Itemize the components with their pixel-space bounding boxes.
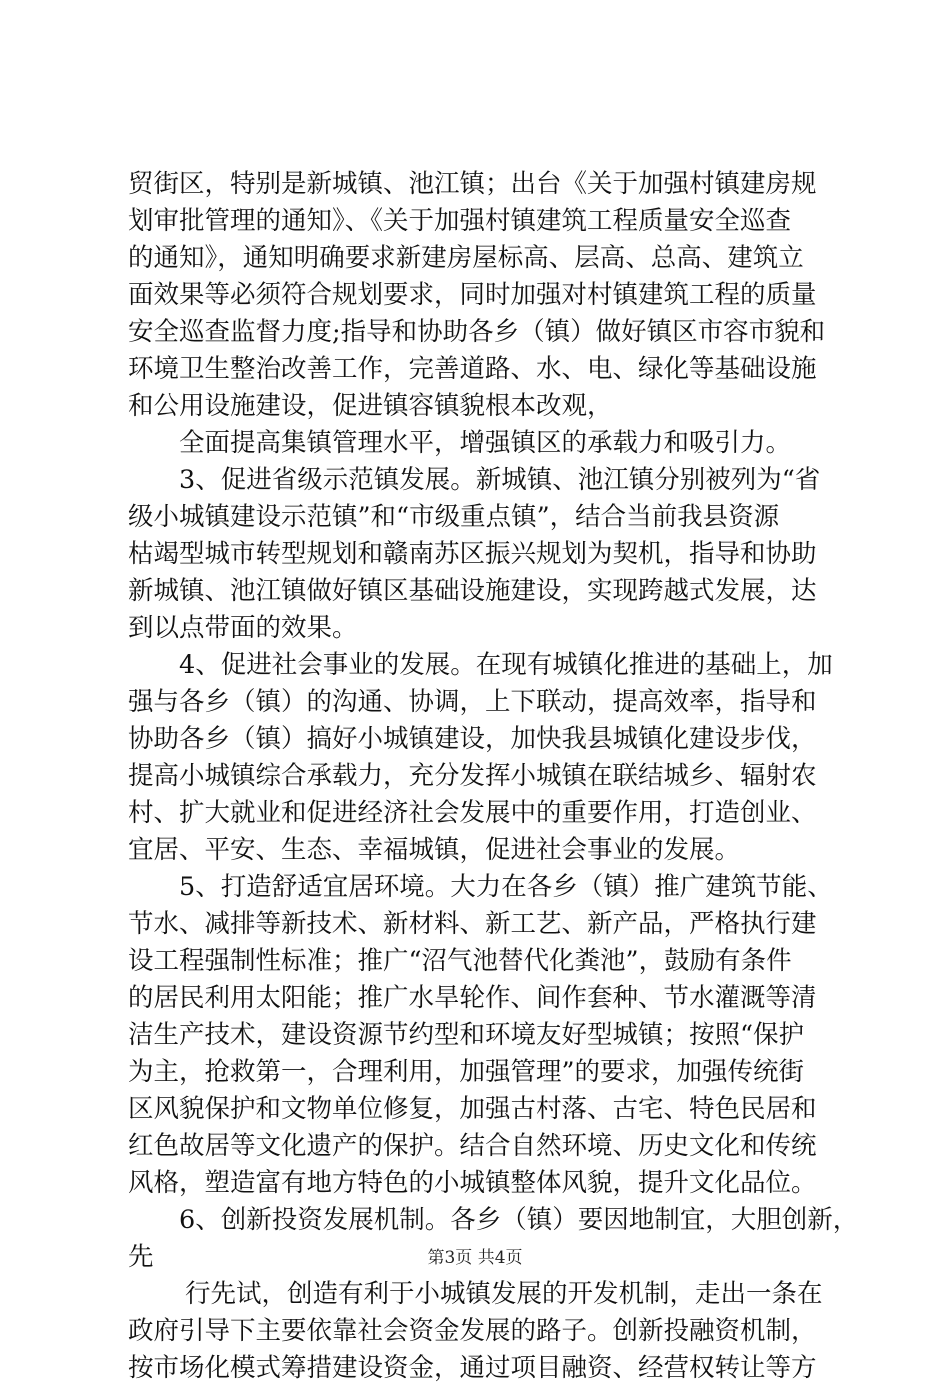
text-line: 和公用设施建设，促进镇容镇貌根本改观， [128, 391, 613, 421]
text-line: 3、促进省级示范镇发展。新城镇、池江镇分别被列为“省 [179, 465, 821, 495]
text-line: 的通知》，通知明确要求新建房屋标高、层高、总高、建筑立 [128, 243, 804, 273]
text-line: 协助各乡（镇）搞好小城镇建设，加快我县城镇化建设步伐， [128, 724, 817, 754]
text-line: 6、创新投资发展机制。各乡（镇）要因地制宜，大胆创新， [179, 1205, 859, 1235]
text-line: 划审批管理的通知》、《关于加强村镇建筑工程质量安全巡查 [128, 206, 792, 236]
text-line: 区风貌保护和文物单位修复，加强古村落、古宅、特色民居和 [128, 1094, 817, 1124]
text-line: 的居民利用太阳能；推广水旱轮作、间作套种、节水灌溉等清 [128, 983, 817, 1013]
text-line: 风格，塑造富有地方特色的小城镇整体风貌，提升文化品位。 [128, 1168, 817, 1198]
page-number-footer: 第3页 共4页 [427, 1248, 523, 1268]
text-line: 5、打造舒适宜居环境。大力在各乡（镇）推广建筑节能、 [179, 872, 833, 902]
text-line: 行先试，创造有利于小城镇发展的开发机制，走出一条在 [185, 1279, 823, 1309]
text-line: 强与各乡（镇）的沟通、协调，上下联动，提高效率，指导和 [128, 687, 817, 717]
text-line: 宜居、平安、生态、幸福城镇，促进社会事业的发展。 [128, 835, 741, 865]
text-line: 贸街区，特别是新城镇、池江镇；出台《关于加强村镇建房规 [128, 169, 817, 199]
text-line: 设工程强制性标准；推广“沼气池替代化粪池”，鼓励有条件 [128, 946, 792, 976]
text-line: 政府引导下主要依靠社会资金发展的路子。创新投融资机制， [128, 1316, 817, 1346]
text-line: 4、促进社会事业的发展。在现有城镇化推进的基础上，加 [179, 650, 833, 680]
text-line: 安全巡查监督力度;指导和协助各乡（镇）做好镇区市容市貌和 [128, 317, 826, 347]
text-line: 村、扩大就业和促进经济社会发展中的重要作用，打造创业、 [128, 798, 817, 828]
text-line: 新城镇、池江镇做好镇区基础设施建设，实现跨越式发展，达 [128, 576, 817, 606]
text-line: 提高小城镇综合承载力，充分发挥小城镇在联结城乡、辐射农 [128, 761, 817, 791]
text-line: 环境卫生整治改善工作，完善道路、水、电、绿化等基础设施 [128, 354, 817, 384]
document-body [128, 166, 859, 1387]
text-line: 先 [128, 1242, 154, 1272]
text-line: 按市场化模式筹措建设资金，通过项目融资、经营权转让等方 [128, 1353, 817, 1383]
text-line: 级小城镇建设示范镇”和“市级重点镇”，结合当前我县资源 [128, 502, 780, 532]
text-line: 为主，抢救第一，合理利用，加强管理”的要求，加强传统街 [128, 1057, 805, 1087]
text-line: 面效果等必须符合规划要求，同时加强对村镇建筑工程的质量 [128, 280, 817, 310]
text-line: 到以点带面的效果。 [128, 613, 358, 643]
text-line: 枯竭型城市转型规划和赣南苏区振兴规划为契机，指导和协助 [128, 539, 817, 569]
text-line: 节水、减排等新技术、新材料、新工艺、新产品，严格执行建 [128, 909, 817, 939]
text-line: 红色故居等文化遗产的保护。结合自然环境、历史文化和传统 [128, 1131, 817, 1161]
text-line: 洁生产技术，建设资源节约型和环境友好型城镇；按照“保护 [128, 1020, 805, 1050]
text-line: 全面提高集镇管理水平，增强镇区的承载力和吸引力。 [179, 428, 792, 458]
